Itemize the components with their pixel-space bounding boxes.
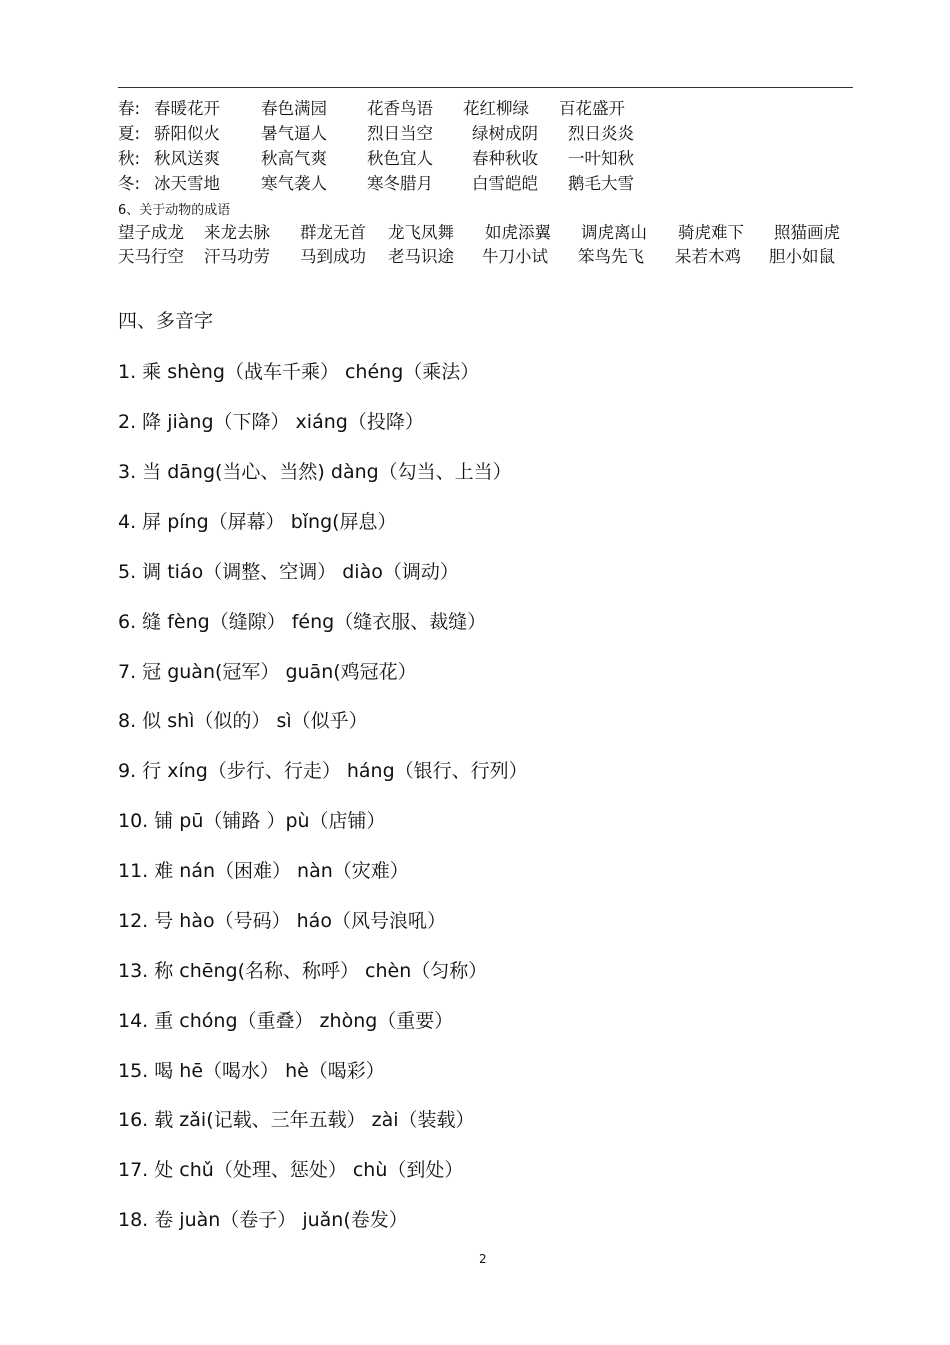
animal-idioms-heading: 6、关于动物的成语 (118, 203, 231, 218)
idiom: 望子成龙 (118, 223, 184, 242)
polyphonic-item: 17. 处 chǔ（处理、惩处） chù（到处） (118, 1159, 464, 1181)
idiom: 胆小如鼠 (769, 247, 835, 266)
polyphonic-item: 13. 称 chēng(名称、称呼） chèn（匀称） (118, 960, 488, 982)
polyphonic-item: 11. 难 nán（困难） nàn（灾难） (118, 860, 409, 882)
idiom: 天马行空 (118, 247, 184, 266)
polyphonic-item: 4. 屏 píng（屏幕） bǐng(屏息） (118, 511, 397, 533)
idiom: 呆若木鸡 (675, 247, 741, 266)
polyphonic-item: 6. 缝 fèng（缝隙） féng（缝衣服、裁缝） (118, 611, 487, 633)
idiom: 牛刀小试 (482, 247, 548, 266)
polyphonic-item: 1. 乘 shèng（战车千乘） chéng（乘法） (118, 361, 480, 383)
idiom: 群龙无首 (300, 223, 366, 242)
idiom: 冰天雪地 (154, 174, 220, 193)
idiom: 骄阳似火 (154, 124, 220, 143)
season-label: 秋: (118, 149, 141, 168)
polyphonic-item: 8. 似 shì（似的） sì（似乎） (118, 710, 368, 732)
idiom: 春暖花开 (154, 99, 220, 118)
idiom: 春种秋收 (472, 149, 538, 168)
idiom: 如虎添翼 (485, 223, 551, 242)
idiom: 一叶知秋 (568, 149, 634, 168)
idiom: 暑气逼人 (261, 124, 327, 143)
idiom: 老马识途 (388, 247, 454, 266)
polyphonic-item: 2. 降 jiàng（下降） xiáng（投降） (118, 411, 424, 433)
page-number: 2 (479, 1252, 487, 1266)
idiom: 烈日炎炎 (568, 124, 634, 143)
header-rule (118, 87, 853, 88)
polyphonic-item: 9. 行 xíng（步行、行走） háng（银行、行列） (118, 760, 528, 782)
idiom: 白雪皑皑 (472, 174, 538, 193)
section-title-polyphonic: 四、多音字 (118, 310, 214, 332)
polyphonic-item: 7. 冠 guàn(冠军） guān(鸡冠花） (118, 661, 417, 683)
polyphonic-item: 18. 卷 juàn（卷子） juǎn(卷发） (118, 1209, 408, 1231)
season-label: 冬: (118, 174, 141, 193)
idiom: 调虎离山 (581, 223, 647, 242)
idiom: 鹅毛大雪 (568, 174, 634, 193)
idiom: 来龙去脉 (204, 223, 270, 242)
idiom: 秋风送爽 (154, 149, 220, 168)
polyphonic-item: 12. 号 hào（号码） háo（风号浪吼） (118, 910, 446, 932)
idiom: 秋色宜人 (367, 149, 433, 168)
idiom: 绿树成阴 (472, 124, 538, 143)
idiom: 寒冬腊月 (367, 174, 433, 193)
idiom: 春色满园 (261, 99, 327, 118)
idiom: 龙飞凤舞 (388, 223, 454, 242)
idiom: 烈日当空 (367, 124, 433, 143)
polyphonic-item: 10. 铺 pū（铺路 ）pù（店铺） (118, 810, 386, 832)
polyphonic-item: 5. 调 tiáo（调整、空调） diào（调动） (118, 561, 459, 583)
idiom: 汗马功劳 (204, 247, 270, 266)
idiom: 照猫画虎 (774, 223, 840, 242)
polyphonic-item: 15. 喝 hē（喝水） hè（喝彩） (118, 1060, 385, 1082)
polyphonic-item: 14. 重 chóng（重叠） zhòng（重要） (118, 1010, 454, 1032)
polyphonic-item: 16. 载 zǎi(记载、三年五载） zài（装载） (118, 1109, 475, 1131)
idiom: 马到成功 (300, 247, 366, 266)
idiom: 秋高气爽 (261, 149, 327, 168)
idiom: 笨鸟先飞 (578, 247, 644, 266)
idiom: 百花盛开 (559, 99, 625, 118)
season-label: 春: (118, 99, 141, 118)
idiom: 花香鸟语 (367, 99, 433, 118)
idiom: 寒气袭人 (261, 174, 327, 193)
season-label: 夏: (118, 124, 141, 143)
polyphonic-item: 3. 当 dāng(当心、当然) dàng（勾当、上当） (118, 461, 512, 483)
idiom: 骑虎难下 (678, 223, 744, 242)
idiom: 花红柳绿 (463, 99, 529, 118)
